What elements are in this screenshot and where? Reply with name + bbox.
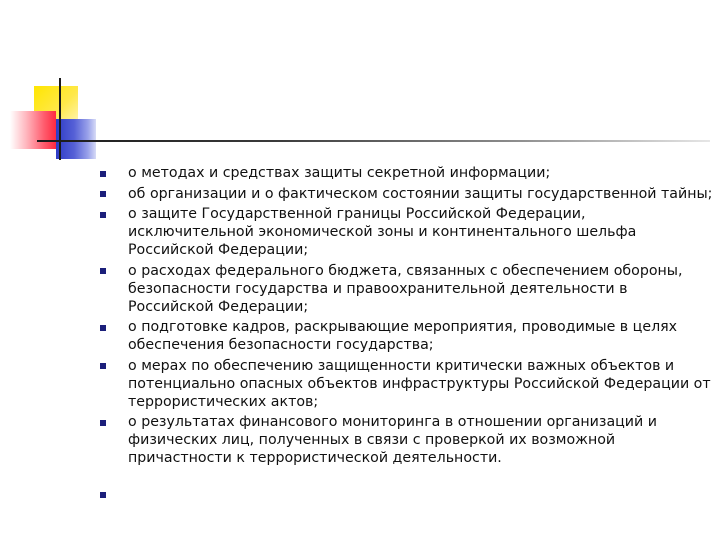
square-bullet-icon xyxy=(100,420,106,426)
bullet-text-line: о подготовке кадров, раскрывающие мероприятия, проводимые в целях xyxy=(128,319,678,335)
bullet-text-line: причастности к террористической деятельности. xyxy=(128,450,502,466)
square-bullet-icon xyxy=(100,363,106,369)
bullet-text-line: о мерах по обеспечению защищенности критически важных объектов и xyxy=(128,357,675,374)
bullet-text-line: обеспечения безопасности государства; xyxy=(128,337,434,353)
bullet-text-line: о методах и средствах защиты секретной информации; xyxy=(128,165,551,181)
bullet-text-line: о результатах финансового мониторинга в отношении организаций и xyxy=(128,414,657,430)
bullet-item xyxy=(100,357,711,411)
decorative-vertical-line xyxy=(59,78,61,160)
bullet-text-line: безопасности государства и правоохранительной деятельности в xyxy=(128,280,628,297)
bullet-text-line: физических лиц, полученных в связи с проверкой их возможной xyxy=(128,432,616,448)
bullet-item-empty xyxy=(100,485,700,503)
square-bullet-icon xyxy=(100,191,106,197)
bullet-item xyxy=(100,318,700,354)
bullet-text-line: потенциально опасных объектов инфраструктуры Российской Федерации от xyxy=(128,375,711,392)
bullet-text-line: о защите Государственной границы Российской Федерации, xyxy=(128,206,586,222)
bullet-item xyxy=(100,185,713,203)
bullet-text-line: террористических актов; xyxy=(128,393,319,410)
decorative-blue-square xyxy=(56,119,96,159)
bullet-item xyxy=(100,205,700,259)
bullet-item xyxy=(100,164,700,182)
bullet-text-line: Российской Федерации; xyxy=(128,298,309,315)
bullet-text-line: о расходах федерального бюджета, связанных с обеспечением обороны, xyxy=(128,262,683,279)
title-divider-line xyxy=(37,140,710,142)
square-bullet-icon xyxy=(100,171,106,177)
square-bullet-icon xyxy=(100,325,106,331)
square-bullet-icon xyxy=(100,268,106,274)
bullet-item xyxy=(100,262,700,316)
decorative-red-square xyxy=(10,111,56,149)
bullet-text-line: исключительной экономической зоны и континентального шельфа xyxy=(128,224,637,240)
bullet-text-line: об организации и о фактическом состоянии защиты государственной тайны; xyxy=(128,185,713,202)
bullet-text-line: Российской Федерации; xyxy=(128,242,309,258)
bullet-text-line xyxy=(128,485,700,503)
square-bullet-icon xyxy=(100,212,106,218)
bullet-list xyxy=(100,164,713,506)
bullet-item xyxy=(100,413,700,467)
square-bullet-icon xyxy=(100,492,106,498)
